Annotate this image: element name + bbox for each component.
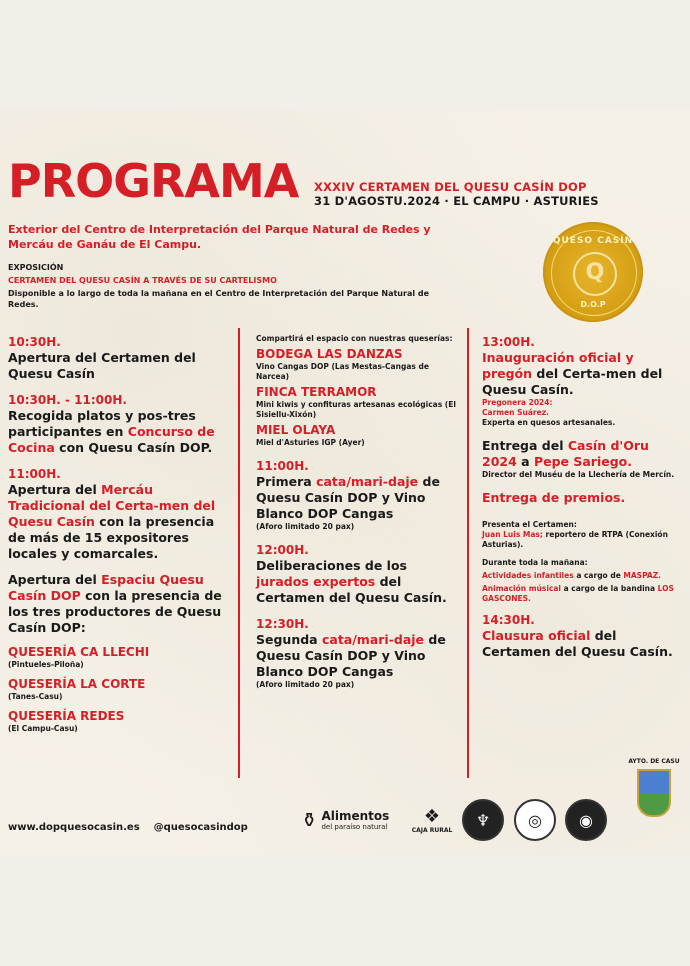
expo-description: Disponible a lo largo de toda la mañana en el Centro de Interpretación del Parque Natural de Redes.: [8, 289, 430, 309]
time-1200: 12:00H.: [256, 543, 309, 557]
tasting-2-a: Segunda: [256, 632, 318, 647]
social-handle[interactable]: @quesocasindop: [153, 822, 248, 833]
tasting-1-a: Primera: [256, 474, 312, 489]
activities-b: a cargo de: [576, 571, 621, 580]
dishes-a: Recogida platos y pos-tres participantes en: [8, 408, 196, 439]
space-text: [8, 572, 232, 636]
seal-name: QUESO CASÍN: [552, 236, 634, 246]
column-divider-2: [467, 328, 469, 778]
award-b: a: [521, 454, 530, 469]
caja-rural-icon: ❖: [423, 806, 441, 827]
pregonera-name: Carmen Suárez.: [482, 408, 549, 417]
time-1430: 14:30H.: [482, 613, 535, 627]
dishes-text: [8, 408, 232, 456]
music-band: LOS GASCONES.: [482, 584, 674, 603]
ayto-text: AYTO. DE CASU: [628, 758, 680, 765]
cheese-maker-3: QUESERÍA REDES: [8, 709, 125, 723]
expo-heading: EXPOSICIÓN: [8, 263, 64, 272]
venue-text: Exterior del Centro de Interpretación del Parque Natural de Redes y Mercáu de Ganáu de El Campu.: [8, 223, 431, 251]
dishes-red: Concurso de Cocina: [8, 424, 215, 455]
event-name: XXXIV CERTAMEN DEL QUESU CASÍN DOP: [314, 180, 587, 194]
producer-3-desc: Miel d'Asturies IGP (Ayer): [256, 438, 365, 447]
tasting-2-text: [256, 632, 456, 680]
market-red: Mercáu Tradicional del Certa-men del Quesu Casín: [8, 482, 216, 529]
time-1030-1100: 10:30H. - 11:00H.: [8, 393, 127, 407]
presenter-label: Presenta el Certamen:: [482, 520, 577, 529]
column-2: [256, 334, 456, 690]
sponsor-logo-2: [514, 800, 556, 840]
inauguration-red: Inauguración oficial y pregón: [482, 350, 634, 381]
morning-label: Durante toda la mañana:: [482, 558, 588, 567]
event-date-place: 31 D'AGOSTU.2024 · EL CAMPU · ASTURIES: [314, 194, 599, 208]
poster: [0, 110, 690, 855]
time-1300: 13:00H.: [482, 335, 535, 349]
tasting-2-red: cata/mari-daje: [321, 632, 425, 647]
market-b: con la presencia de más de 15 expositores locales y comarcales.: [8, 514, 215, 561]
cheese-maker-2-place: (Tanes-Casu): [8, 692, 63, 701]
bottles-icon: ⚱: [300, 808, 318, 832]
award-a: Entrega del: [482, 438, 564, 453]
producer-3: MIEL OLAYA: [256, 423, 336, 437]
opening-text: Apertura del Certamen del Quesu Casín: [8, 350, 196, 381]
dop-seal-logo: [543, 222, 643, 322]
dishes-b: con Quesu Casín DOP.: [59, 440, 213, 455]
award-recipient-desc: Director del Muséu de la Llechería de Mercín.: [482, 470, 675, 479]
producer-2-desc: Mini kiwis y confituras artesanas ecológicas (El Sisiellu-Xixón): [256, 400, 456, 419]
tasting-1-note: (Aforo limitado 20 pax): [256, 522, 355, 531]
time-1100-tasting: 11:00H.: [256, 459, 309, 473]
music-b: a cargo de la bandina: [563, 584, 656, 593]
ayto-casu-logo: [628, 758, 680, 817]
producer-1-desc: Vino Cangas DOP (Las Mestas-Cangas de Narcea): [256, 362, 429, 381]
tasting-2-note: (Aforo limitado 20 pax): [256, 680, 355, 689]
caja-rural-logo: [410, 800, 454, 840]
caja-rural-text: CAJA RURAL: [411, 827, 453, 834]
tasting-2-b: de Quesu Casín DOP y Vino Blanco DOP Cangas: [256, 632, 446, 679]
pregonera-label: Pregonera 2024:: [482, 398, 553, 407]
jury-a: Deliberaciones de los: [256, 558, 407, 573]
tasting-1-b: de Quesu Casín DOP y Vino Blanco DOP Cangas: [256, 474, 440, 521]
sponsor-1-icon: ♆: [462, 799, 504, 841]
market-text: [8, 482, 232, 562]
prizes-text: Entrega de premios.: [482, 490, 626, 505]
share-intro: Compartirá el espacio con nuestras queserías:: [256, 334, 453, 343]
alimentos-sub: del paraíso natural: [321, 823, 388, 831]
inauguration-text: [482, 350, 682, 398]
tasting-1-text: [256, 474, 456, 522]
time-1100: 11:00H.: [8, 467, 61, 481]
expo-title: CERTAMEN DEL QUESU CASÍN A TRAVÉS DE SU CARTELISMO: [8, 276, 277, 285]
inauguration-b: del Certa-men del Quesu Casín.: [482, 366, 663, 397]
closing-red: Clausura oficial: [482, 628, 591, 643]
space-red: Espaciu Quesu Casín DOP: [8, 572, 204, 603]
column-3: [482, 334, 682, 660]
presenter-name: Juan Luis Mas;: [482, 530, 543, 539]
award-recipient: Pepe Sariego.: [533, 454, 633, 469]
closing-text: [482, 628, 682, 660]
page-title: PROGRAMA: [8, 154, 299, 208]
column-divider-1: [238, 328, 240, 778]
time-1230: 12:30H.: [256, 617, 309, 631]
activities-red: Actividades infantiles: [482, 571, 574, 580]
producer-1: BODEGA LAS DANZAS: [256, 347, 403, 361]
activities-org: MASPAZ.: [623, 571, 661, 580]
footer-links: [8, 822, 248, 833]
sponsor-2-icon: ◎: [514, 799, 556, 841]
activities-text: [482, 571, 682, 581]
closing-b: del Certamen del Quesu Casín.: [482, 628, 673, 659]
jury-b: del Certamen del Quesu Casín.: [256, 574, 447, 605]
space-b: con la presencia de los tres productores de Quesu Casín DOP:: [8, 588, 222, 635]
sponsor-logo-1: [462, 800, 504, 840]
producer-2: FINCA TERRAMOR: [256, 385, 377, 399]
seal-dop: D.O.P: [580, 300, 606, 309]
cheese-maker-2: QUESERÍA LA CORTE: [8, 677, 146, 691]
coat-of-arms-icon: [637, 769, 671, 817]
column-1: [8, 334, 232, 734]
award-red: Casín d'Oru 2024: [482, 438, 649, 469]
sponsor-3-icon: ◉: [565, 799, 607, 841]
sponsor-logo-3: [565, 800, 607, 840]
space-a: Apertura del: [8, 572, 97, 587]
jury-red: jurados expertos: [256, 574, 376, 589]
music-red: Animación músical: [482, 584, 561, 593]
tasting-1-red: cata/mari-daje: [316, 474, 419, 489]
alimentos-logo: [290, 800, 400, 840]
pregonera-desc: Experta en quesos artesanales.: [482, 418, 616, 427]
cheese-maker-1-place: (Pintueles-Piloña): [8, 660, 84, 669]
jury-text: [256, 558, 456, 606]
time-1030: 10:30H.: [8, 335, 61, 349]
award-text: [482, 438, 682, 470]
presenter-text: [482, 530, 682, 550]
music-text: [482, 584, 682, 604]
seal-letter: Q: [573, 252, 617, 296]
presenter-desc: reportero de RTPA (Conexión Asturias).: [482, 530, 668, 549]
market-a: Apertura del: [8, 482, 97, 497]
cheese-maker-3-place: (El Campu-Casu): [8, 724, 78, 733]
website-link[interactable]: www.dopquesocasin.es: [8, 822, 140, 833]
cheese-maker-1: QUESERÍA CA LLECHI: [8, 645, 150, 659]
alimentos-text: Alimentos: [321, 809, 390, 823]
